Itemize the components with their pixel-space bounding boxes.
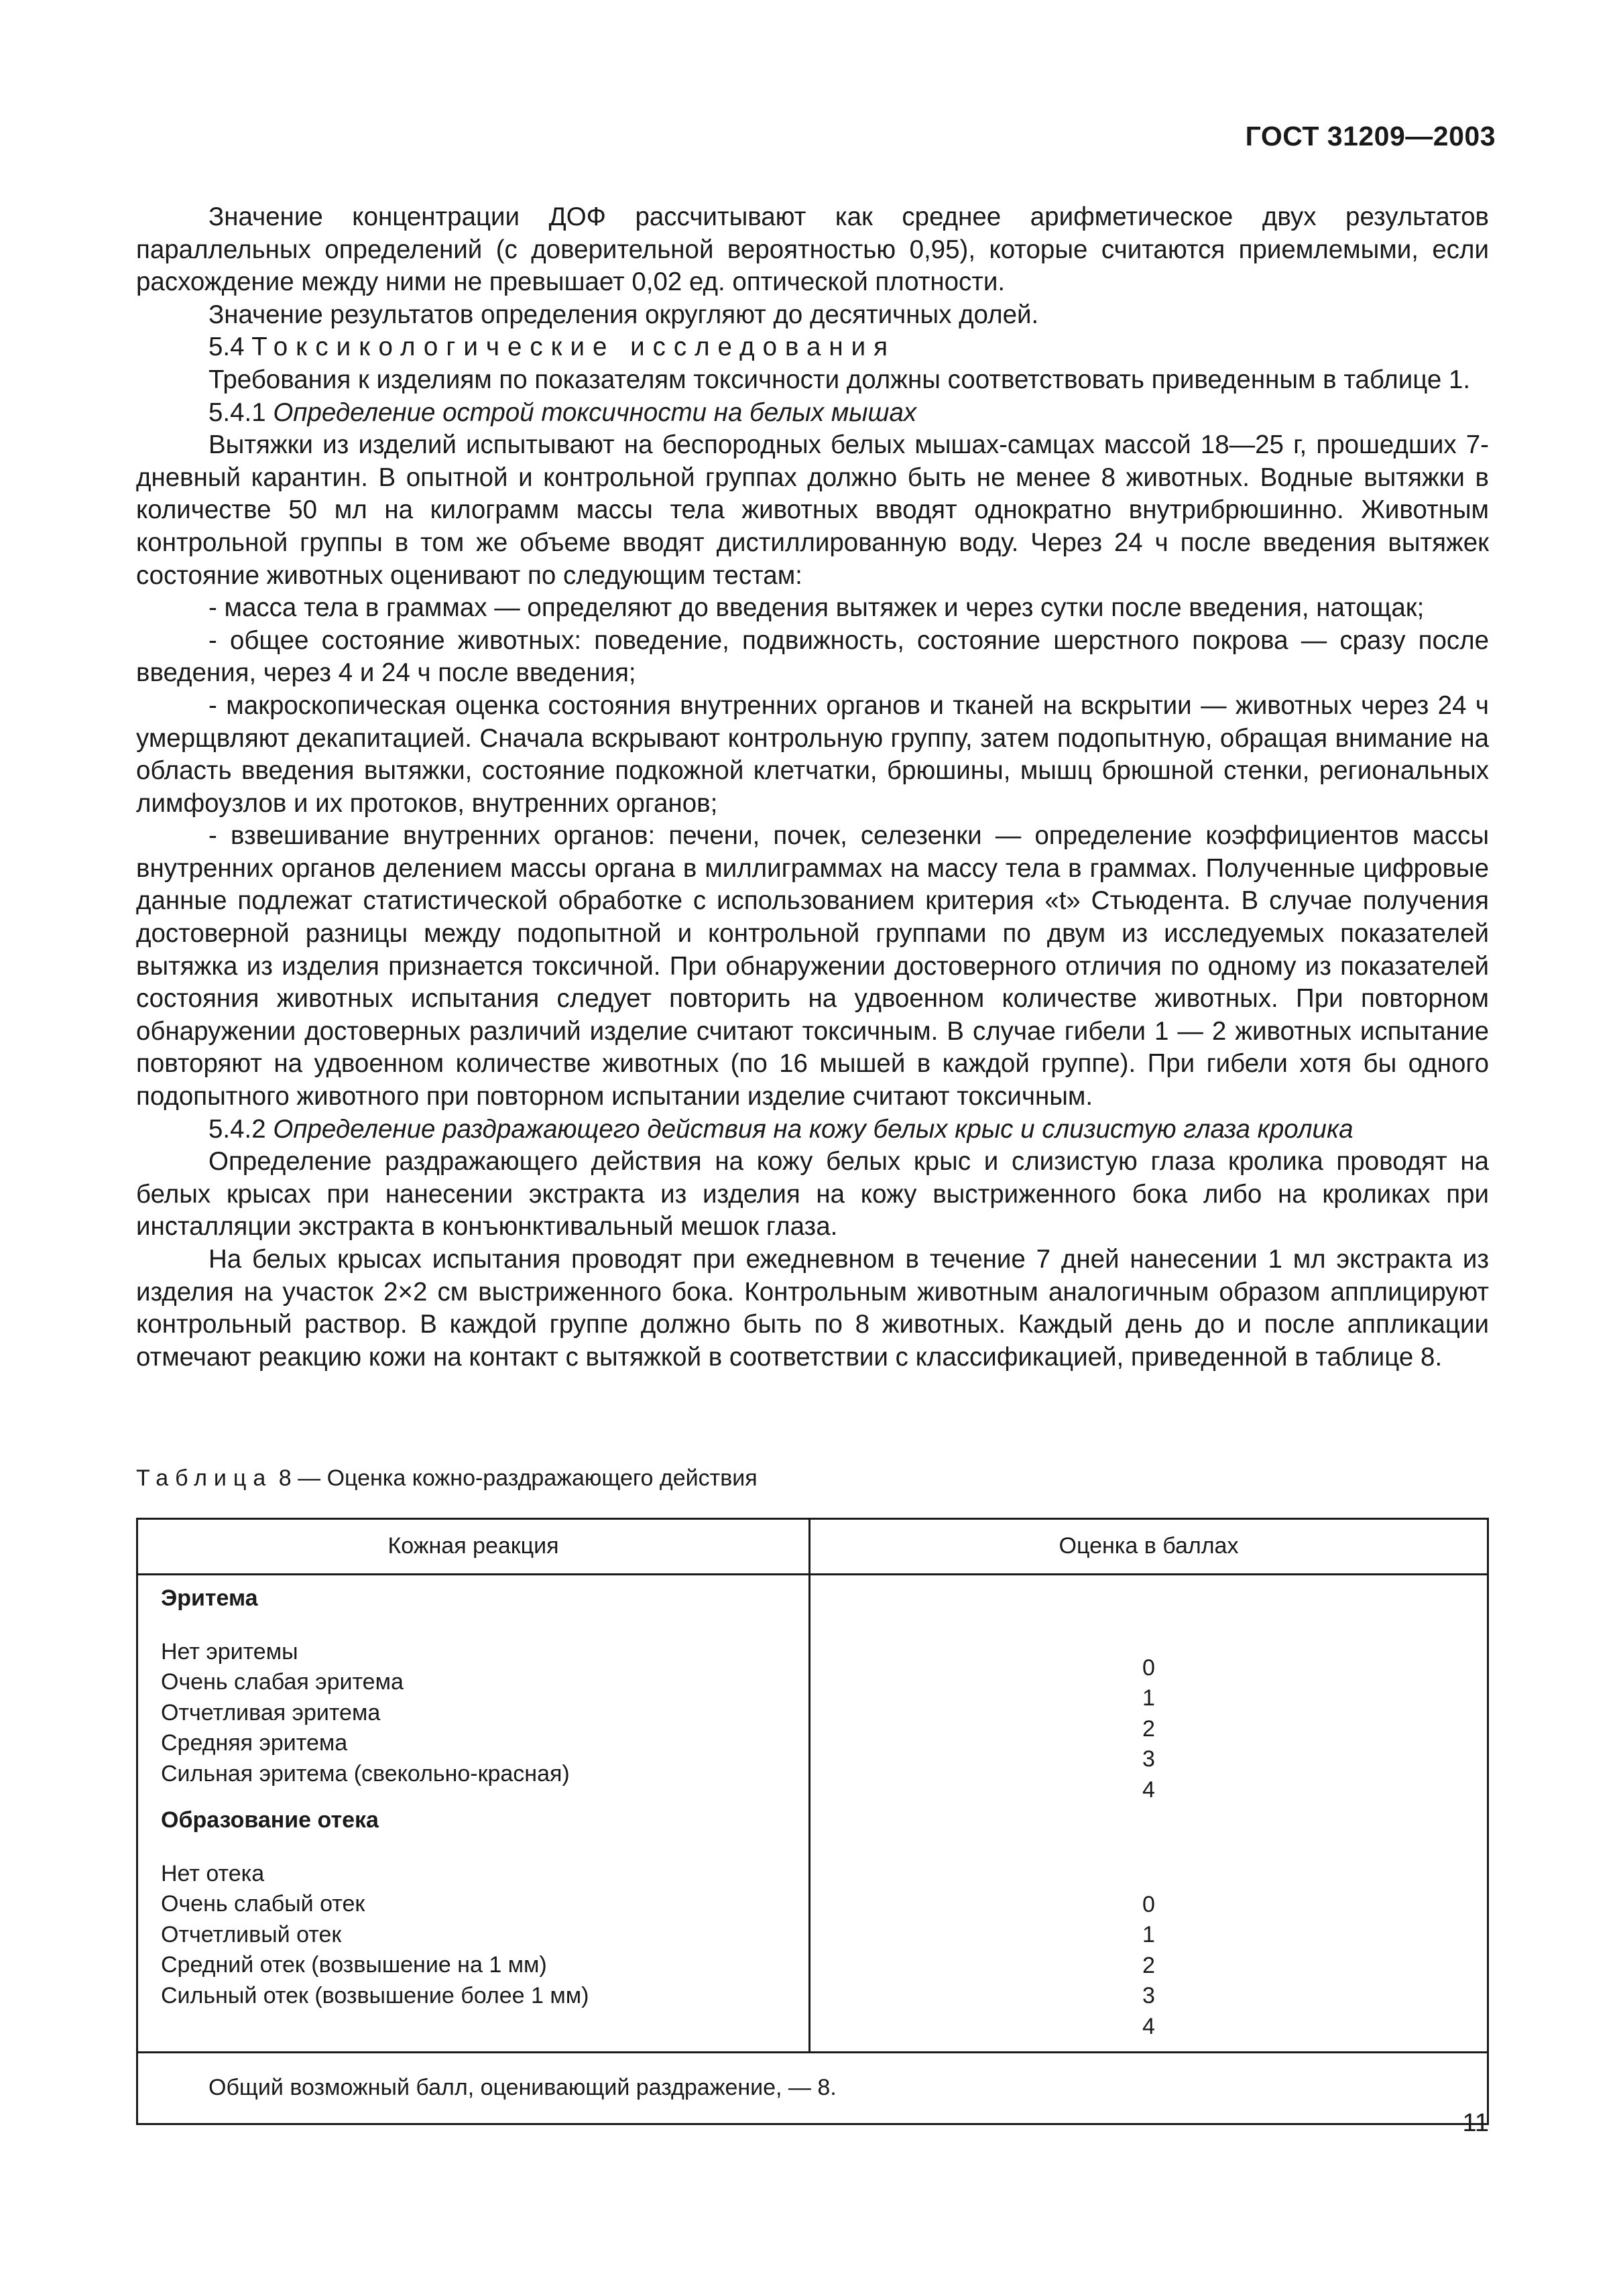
score-value: 4 [1142, 2013, 1155, 2039]
table-caption-text: 8 — Оценка кожно-раздражающего действия [278, 1465, 758, 1491]
reaction-label: Средний отек (возвышение на 1 мм) [161, 1952, 547, 1978]
list-item: - взвешивание внутренних органов: печени, почек, селезенки — определение коэффициентов массы внутренних органов делением массы органа в миллиграммах на массу тела в граммах. Полученные цифровые данные подлежат статистической обработке с использованием критерия «t» Стьюдента. В случае получения достоверной разницы между подопытной и контрольной группами по двум из исследуемых показателей вытяжка из изделия признается токсичной. При обнаружении достоверного отличия по одному из показателей состояния животных испытания следует повторить на удвоенном количестве животных. При повторном обнаружении достоверных различий изделие считают токсичным. В случае гибели 1 — 2 животных испытание повторяют на удвоенном количестве животных (по 16 мышей в каждой группе). При гибели хотя бы одного подопытного животного при повторном испытании изделие считают токсичным. [136, 821, 1489, 1111]
table-header-row [137, 1519, 1488, 1575]
column-header-reaction: Кожная реакция [137, 1519, 810, 1575]
section-heading-5-4 [136, 331, 1489, 364]
reaction-label: Сильная эритема (свекольно-красная) [161, 1760, 570, 1787]
section-heading-5-4-2 [136, 1113, 1489, 1146]
table-body-row [137, 1575, 1488, 2053]
section-title: Токсикологические исследования [251, 333, 896, 362]
paragraph: Значение результатов определения округляют до десятичных долей. [208, 300, 1039, 329]
reaction-label: Нет эритемы [161, 1638, 298, 1665]
table-caption [136, 1464, 758, 1492]
reaction-label: Средняя эритема [161, 1730, 348, 1756]
section-title: Определение острой токсичности на белых мышах [273, 398, 917, 427]
score-value: 2 [1142, 1952, 1155, 1978]
reaction-label: Отчетливый отек [161, 1921, 342, 1947]
reaction-label: Отчетливая эритема [161, 1699, 381, 1726]
table-footer-row [137, 2053, 1488, 2124]
skin-irritation-table [136, 1518, 1489, 2125]
reaction-label: Нет отека [161, 1860, 265, 1886]
paragraph: На белых крысах испытания проводят при ежедневном в течение 7 дней нанесении 1 мл экстракта из изделия на участок 2×2 см выстриженного бока. Контрольным животным аналогичным образом апплицируют контрольный раствор. В каждой группе должно быть по 8 животных. Каждый день до и после аппликации отмечают реакцию кожи на контакт с вытяжкой в соответствии с классификацией, приведенной в таблице 8. [136, 1245, 1489, 1372]
section-number: 5.4 [208, 333, 245, 362]
score-value: 0 [1142, 1654, 1155, 1681]
section-number: 5.4.1 [208, 398, 266, 427]
section-number: 5.4.2 [208, 1114, 266, 1144]
reaction-label: Очень слабый отек [161, 1891, 365, 1917]
column-header-score: Оценка в баллах [810, 1519, 1488, 1575]
score-value: 3 [1142, 1746, 1155, 1772]
group-title-edema: Образование отека [161, 1807, 379, 1833]
score-column [810, 1575, 1488, 2053]
document-body [136, 201, 1489, 1374]
score-value: 0 [1142, 1891, 1155, 1917]
paragraph: Определение раздражающего действия на кожу белых крыс и слизистую глаза кролика проводят на белых крысах при нанесении экстракта из изделия на кожу выстриженного бока либо на кроликах при инсталляции экстракта в конъюнктивальный мешок глаза. [136, 1147, 1489, 1242]
total-score-note: Общий возможный балл, оценивающий раздражение, — 8. [137, 2053, 1488, 2124]
list-item: - макроскопическая оценка состояния внутренних органов и тканей на вскрытии — животных через 24 ч умерщвляют декапитацией. Сначала вскрывают контрольную группу, затем подопытную, обращая внимание на область введения вытяжки, состояние подкожной клетчатки, брюшины, мышц брюшной стенки, региональных лимфоузлов и их протоков, внутренних органов; [136, 690, 1489, 818]
score-value: 3 [1142, 1983, 1155, 2008]
group-title-erythema: Эритема [161, 1585, 258, 1611]
section-title: Определение раздражающего действия на кожу белых крыс и слизистую глаза кролика [273, 1114, 1354, 1144]
section-heading-5-4-1 [136, 397, 1489, 430]
paragraph: Значение концентрации ДОФ рассчитывают как среднее арифметическое двух результатов параллельных определений (с доверительной вероятностью 0,95), которые считаются приемлемыми, если расхождение между ними не превышает 0,02 ед. оптической плотности. [136, 202, 1489, 297]
page-number: 11 [1462, 2109, 1489, 2137]
reaction-label: Сильный отек (возвышение более 1 мм) [161, 1982, 589, 2008]
score-value: 4 [1142, 1776, 1155, 1803]
score-value: 2 [1142, 1715, 1155, 1742]
list-item: - общее состояние животных: поведение, подвижность, состояние шерстного покрова — сразу после введения, через 4 и 24 ч после введения; [136, 625, 1489, 688]
score-value: 1 [1142, 1685, 1155, 1711]
document-header: ГОСТ 31209—2003 [1245, 121, 1496, 152]
reaction-column [137, 1575, 810, 2053]
list-item: - масса тела в граммах — определяют до введения вытяжек и через сутки после введения, натощак; [208, 593, 1425, 623]
paragraph: Вытяжки из изделий испытывают на беспородных белых мышах-самцах массой 18—25 г, прошедших 7-дневный карантин. В опытной и контрольной группах должно быть не менее 8 животных. Водные вытяжки в количестве 50 мл на килограмм массы тела животных вводят однократно внутрибрюшинно. Животным контрольной группы в том же объеме вводят дистиллированную воду. Через 24 ч после введения вытяжек состояние животных оценивают по следующим тестам: [136, 430, 1489, 590]
table-caption-label: Таблица [136, 1465, 273, 1491]
reaction-label: Очень слабая эритема [161, 1669, 404, 1695]
score-value: 1 [1142, 1922, 1155, 1947]
paragraph: Требования к изделиям по показателям токсичности должны соответствовать приведенным в таблице 1. [208, 365, 1471, 394]
